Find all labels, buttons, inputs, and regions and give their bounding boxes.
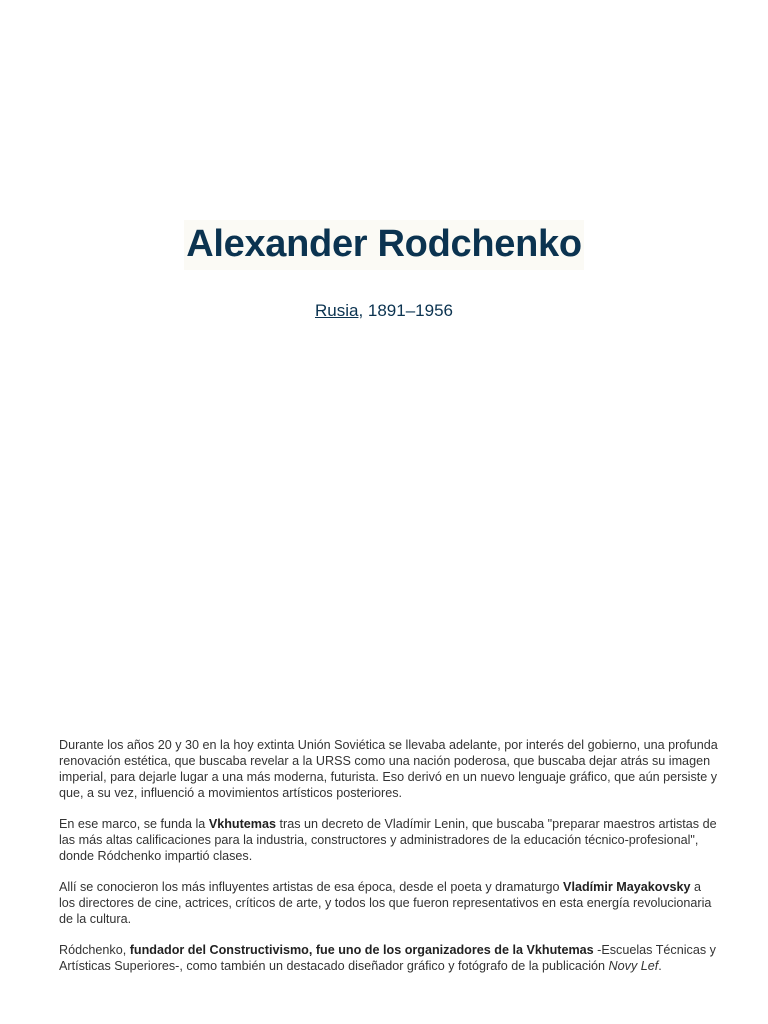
paragraph-4-text-a: Ródchenko, bbox=[59, 943, 130, 957]
life-dates: , 1891–1956 bbox=[358, 301, 453, 320]
constructivism-bold: fundador del Constructivismo, fue uno de los organizadores de la Vkhutemas bbox=[129, 943, 594, 957]
paragraph-2-text-a: En ese marco, se funda la bbox=[59, 817, 209, 831]
paragraph-2 bbox=[59, 816, 719, 864]
novy-lef-italic: Novy Lef bbox=[608, 959, 659, 973]
country-link[interactable]: Rusia bbox=[314, 301, 359, 320]
paragraph-2-text-c: tras un decreto de Vladímir Lenin, que buscaba "preparar maestros artistas de las más altas calificaciones para la industria, constructores y administradores de la educación técnico-profesional", donde Ródchenko impartió clases. bbox=[59, 817, 717, 863]
article-body bbox=[59, 737, 719, 989]
paragraph-1: Durante los años 20 y 30 en la hoy extinta Unión Soviética se llevaba adelante, por interés del gobierno, una profunda renovación estética, que buscaba revelar a la URSS como una nación poderosa, que buscaba dejar atrás su imagen imperial, para dejarle lugar a una más moderna, futurista. Eso derivó en un nuevo lenguaje gráfico, que aún persiste y que, a su vez, influenció a movimientos artísticos posteriores. bbox=[59, 738, 718, 800]
vkhutemas-bold: Vkhutemas bbox=[208, 817, 277, 831]
paragraph-3 bbox=[59, 879, 719, 927]
mayakovsky-bold: Vladímir Mayakovsky bbox=[563, 880, 691, 894]
paragraph-3-text-c: a los directores de cine, actrices, críticos de arte, y todos los que fueron representativos en esta energía revolucionaria de la cultura. bbox=[59, 880, 712, 926]
subtitle bbox=[0, 300, 768, 322]
page-title: Alexander Rodchenko bbox=[184, 220, 584, 270]
title-container bbox=[0, 220, 768, 270]
paragraph-3-text-a: Allí se conocieron los más influyentes artistas de esa época, desde el poeta y dramaturgo bbox=[59, 880, 564, 894]
paragraph-4-text-c: -Escuelas Técnicas y Artísticas Superiores-, como también un destacado diseñador gráfico y fotógrafo de la publicación bbox=[59, 943, 716, 973]
paragraph-4 bbox=[59, 942, 719, 974]
paragraph-4-text-e: . bbox=[658, 959, 662, 973]
